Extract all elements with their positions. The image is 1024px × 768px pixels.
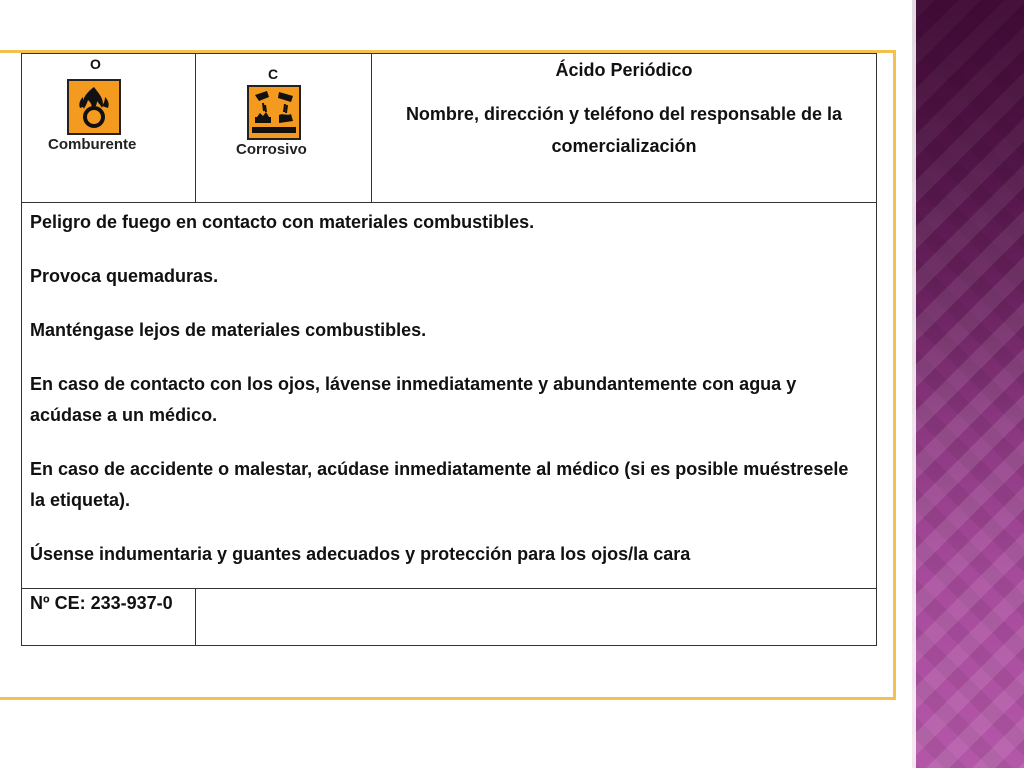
pictogram-cell-corrosive <box>196 54 372 203</box>
hazard-phrase: Manténgase lejos de materiales combustibles. <box>30 320 427 340</box>
footer-row <box>22 589 877 646</box>
product-info-cell <box>372 54 877 203</box>
pictogram-name: Comburente <box>48 136 137 153</box>
safety-label-table <box>21 53 877 646</box>
empty-cell <box>196 589 877 646</box>
safety-phrase: En caso de contacto con los ojos, lávense inmediatamente y abundantemente con agua y acúdase a un médico. <box>30 374 797 425</box>
product-title: Ácido Periódico <box>555 60 693 80</box>
hazard-phrase: Peligro de fuego en contacto con materiales combustibles. <box>30 212 535 232</box>
label-header-row <box>22 54 877 203</box>
hazard-phrases-cell <box>22 203 877 589</box>
safety-phrase: Úsense indumentaria y guantes adecuados y protección para los ojos/la cara <box>30 544 691 564</box>
pictogram-letter: O <box>90 56 101 72</box>
ce-number: Nº CE: 233-937-0 <box>22 589 196 646</box>
side-panel-edge <box>912 0 916 768</box>
responsible-party-text: Nombre, dirección y teléfono del responsable de la comercialización <box>405 104 843 156</box>
corrosive-icon <box>247 85 301 140</box>
decorative-side-panel <box>912 0 1024 768</box>
pictogram-cell-oxidizer <box>22 54 196 203</box>
hazard-phrases-row <box>22 203 877 589</box>
oxidizer-flame-over-circle-icon <box>67 79 121 135</box>
safety-phrase: En caso de accidente o malestar, acúdase inmediatamente al médico (si es posible muéstresele la etiqueta). <box>30 459 849 510</box>
pictogram-name: Corrosivo <box>236 141 307 158</box>
hazard-phrase: Provoca quemaduras. <box>30 266 219 286</box>
pictogram-letter: C <box>268 66 279 82</box>
